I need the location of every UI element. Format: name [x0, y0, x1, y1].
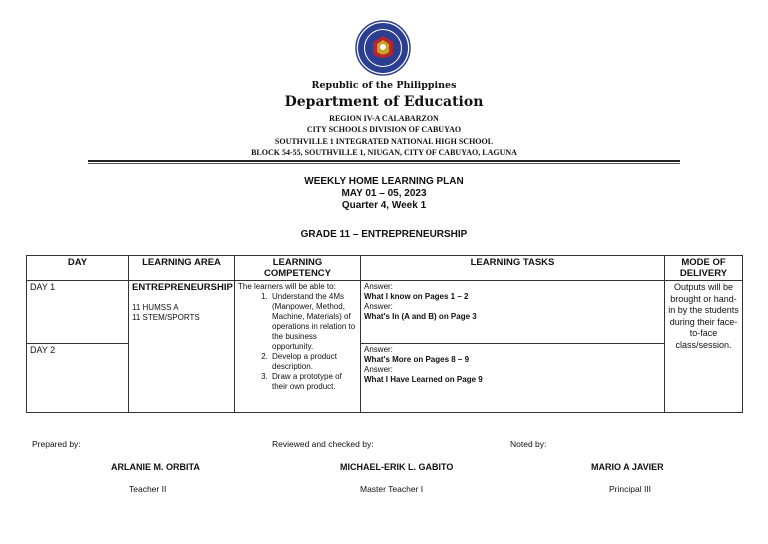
competency-item: 2. Develop a product description.: [270, 352, 357, 372]
prepared-by-name: ARLANIE M. ORBITA: [111, 462, 200, 472]
section-item: 11 HUMSS A: [132, 303, 179, 312]
plan-grade: GRADE 11 – ENTREPRENEURSHIP: [300, 229, 468, 240]
task-item: What's In (A and B) on Page 3: [364, 312, 477, 321]
competency-item: 3. Draw a prototype of their own product.: [270, 372, 357, 392]
task-label: Answer:: [364, 345, 393, 354]
republic-line: Republic of the Philippines: [311, 80, 457, 91]
mode-of-delivery-cell: Outputs will be brought or hand-in by the students during their face-to-face class/session.: [665, 281, 743, 413]
reviewed-by-label: Reviewed and checked by:: [272, 439, 374, 449]
table-row: [27, 281, 743, 344]
competency-item: 1. Understand the 4Ms (Manpower, Method, Machine, Materials) of operations in relation to the business opportunity.: [270, 292, 357, 352]
task-item: What's More on Pages 8 – 9: [364, 355, 470, 364]
table-header-row: [27, 256, 743, 281]
header-mode: MODE OF DELIVERY: [665, 256, 743, 281]
competency-intro: The learners will be able to:: [238, 282, 336, 291]
reviewed-by-title: Master Teacher I: [360, 484, 424, 494]
competency-cell: [235, 281, 361, 413]
noted-by-title: Principal III: [609, 484, 652, 494]
header-rule-thick: [88, 160, 680, 162]
learning-area-title: ENTREPRENEURSHIP: [132, 282, 233, 293]
region-line: REGION IV-A CALABARZON: [329, 114, 439, 123]
plan-quarter: Quarter 4, Week 1: [341, 200, 427, 211]
plan-dates: MAY 01 – 05, 2023: [341, 188, 427, 199]
task-label: Answer:: [364, 282, 393, 291]
prepared-by-label: Prepared by:: [32, 439, 81, 449]
school-address: BLOCK 54-55, SOUTHVILLE 1, NIUGAN, CITY OF CABUYAO, LAGUNA: [251, 148, 517, 157]
header-competency: LEARNING COMPETENCY: [235, 256, 361, 281]
day-1-cell: DAY 1: [27, 281, 129, 344]
noted-by-label: Noted by:: [510, 439, 547, 449]
header-learning-area: LEARNING AREA: [129, 256, 235, 281]
section-item: 11 STEM/SPORTS: [132, 313, 200, 322]
header-rule-thin: [88, 163, 680, 164]
day-2-cell: DAY 2: [27, 344, 129, 413]
task-label: Answer:: [364, 365, 393, 374]
reviewed-by-name: MICHAEL-ERIK L. GABITO: [340, 462, 454, 472]
noted-by-name: MARIO A JAVIER: [591, 462, 664, 472]
header-day: DAY: [27, 256, 129, 281]
department-name: Department of Education: [284, 94, 484, 110]
task-item: What I know on Pages 1 – 2: [364, 292, 469, 301]
task-item: What I Have Learned on Page 9: [364, 375, 483, 384]
school-name: SOUTHVILLE 1 INTEGRATED NATIONAL HIGH SCHOOL: [274, 137, 494, 146]
division-line: CITY SCHOOLS DIVISION OF CABUYAO: [306, 125, 462, 134]
deped-seal-logo: [355, 20, 411, 76]
task-label: Answer:: [364, 302, 393, 311]
header-tasks: LEARNING TASKS: [361, 256, 665, 281]
tasks-day-1-cell: [361, 281, 665, 344]
tasks-day-2-cell: [361, 344, 665, 413]
learning-area-cell: [129, 281, 235, 413]
learning-plan-table: [26, 255, 743, 413]
plan-title: WEEKLY HOME LEARNING PLAN: [304, 176, 464, 187]
prepared-by-title: Teacher II: [129, 484, 167, 494]
